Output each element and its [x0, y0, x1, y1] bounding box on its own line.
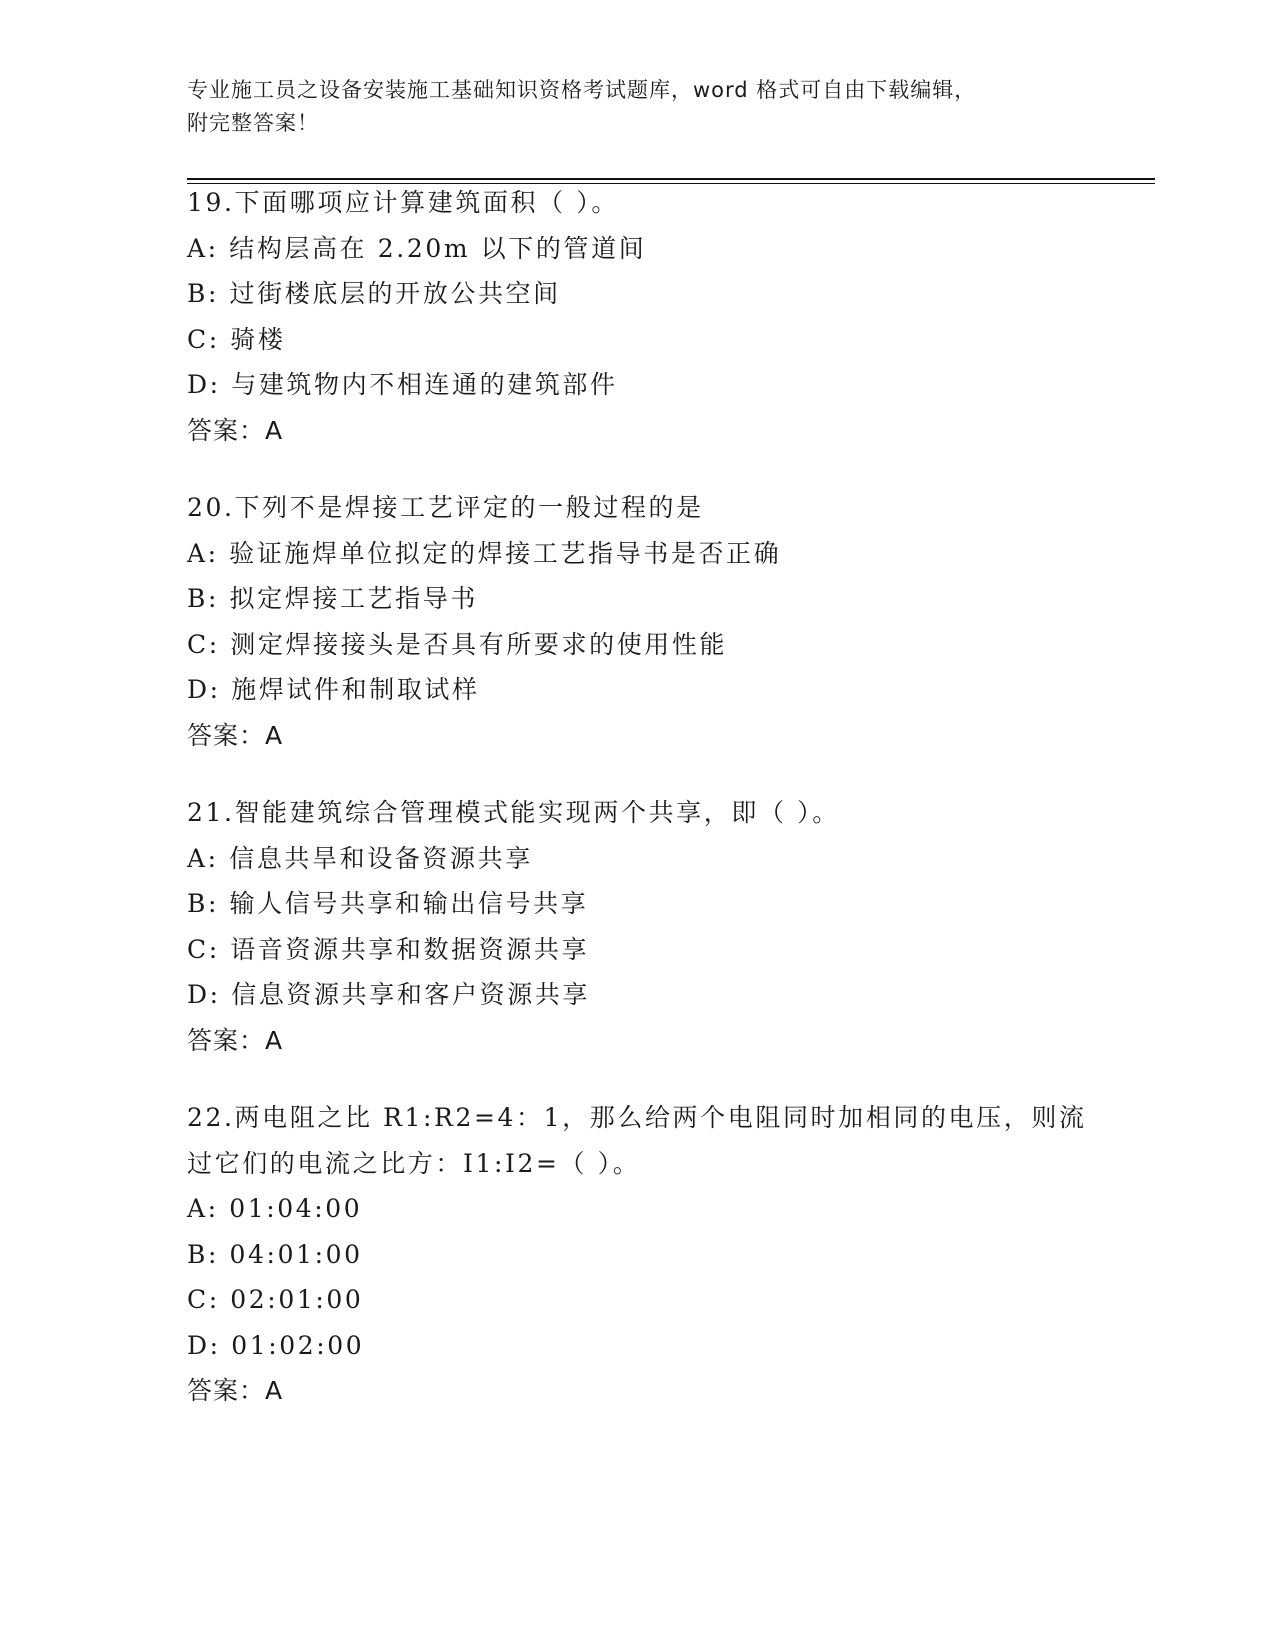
header-line-1: 专业施工员之设备安装施工基础知识资格考试题库，word 格式可自由下载编辑，: [187, 78, 977, 102]
question-stem-line-2: 过它们的电流之比方：I1:I2=（ ）。: [187, 1148, 641, 1178]
option-a: A: 01:04:00: [187, 1194, 363, 1223]
option-c: C: 语音资源共享和数据资源共享: [187, 934, 590, 964]
option-a: A: 结构层高在 2.20m 以下的管道间: [187, 233, 647, 263]
option-b: B: 04:01:00: [187, 1239, 363, 1269]
option-c: C: 02:01:00: [187, 1285, 364, 1314]
question-stem-line-1: 22.两电阻之比 R1:R2=4：1，那么给两个电阻同时加相同的电压，则流: [187, 1103, 1087, 1132]
option-a: A: 信息共旱和设备资源共享: [187, 843, 533, 873]
option-b: B: 拟定焊接工艺指导书: [187, 584, 478, 613]
option-d: D: 信息资源共享和客户资源共享: [187, 980, 591, 1009]
option-d: D: 施焊试件和制取试样: [187, 675, 480, 704]
question-22: [187, 1095, 1147, 1414]
question-21: [187, 790, 1147, 1063]
question-19: [187, 180, 1147, 453]
option-a: A: 验证施焊单位拟定的焊接工艺指导书是否正确: [187, 538, 782, 568]
option-d: D: 01:02:00: [187, 1330, 365, 1360]
question-20: [187, 485, 1147, 758]
option-c: C: 测定焊接接头是否具有所要求的使用性能: [187, 629, 728, 659]
header-line-2: 附完整答案！: [187, 111, 319, 135]
option-c: C: 骑楼: [187, 324, 286, 354]
answer: 答案：A: [187, 1376, 284, 1405]
answer: 答案：A: [187, 415, 284, 445]
option-d: D: 与建筑物内不相连通的建筑部件: [187, 370, 618, 399]
answer: 答案：A: [187, 1025, 284, 1055]
question-stem: 20.下列不是焊接工艺评定的一般过程的是: [187, 493, 704, 522]
option-b: B: 输人信号共享和输出信号共享: [187, 889, 589, 918]
question-stem: 21.智能建筑综合管理模式能实现两个共享，即（ ）。: [187, 798, 840, 827]
document-header: [187, 74, 1087, 140]
answer: 答案：A: [187, 720, 284, 750]
question-stem: 19.下面哪项应计算建筑面积（ ）。: [187, 188, 620, 217]
option-b: B: 过街楼底层的开放公共空间: [187, 279, 561, 308]
